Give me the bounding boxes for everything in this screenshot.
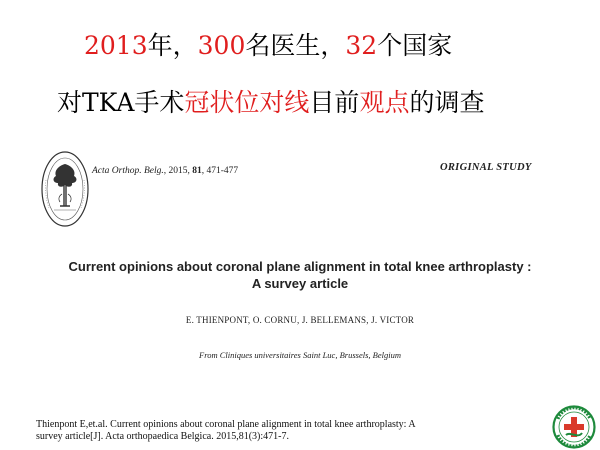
title-segment: 的调查 <box>409 88 485 117</box>
title-segment: 2013 <box>84 31 148 60</box>
title-segment: 300 <box>197 31 246 60</box>
title-segment: 冠状位对线 <box>184 88 310 117</box>
section-label: ORIGINAL STUDY <box>440 162 532 173</box>
journal-volume: 81 <box>192 166 202 176</box>
article-title-line-2: A survey article <box>251 276 349 291</box>
article-affiliation: From Cliniques universitaires Saint Luc, Brussels, Belgium <box>199 350 401 360</box>
journal-name: Acta Orthop. Belg. <box>92 166 164 176</box>
journal-reference <box>92 166 238 176</box>
title-segment: 名医生， <box>245 31 346 60</box>
journal-pages: , 471-477 <box>201 166 239 176</box>
title-segment: 目前 <box>309 88 360 117</box>
journal-year: , 2015, <box>163 166 193 176</box>
citation <box>36 419 536 443</box>
citation-line-2: survey article[J]. Acta orthopaedica Belgica. 2015,81(3):471-7. <box>36 431 289 442</box>
title-segment: 观点 <box>359 88 410 117</box>
slide-title-line-2 <box>57 88 484 118</box>
title-segment: 个国家 <box>377 31 453 60</box>
title-segment: 年， <box>147 31 198 60</box>
hospital-logo-icon <box>552 405 596 449</box>
article-authors: E. THIENPONT, O. CORNU, J. BELLEMANS, J. VICTOR <box>185 315 415 325</box>
slide-title-line-1 <box>84 31 452 61</box>
citation-line-1: Thienpont E,et.al. Current opinions about coronal plane alignment in total knee arthroplasty: A <box>36 419 416 430</box>
article-title-line-1: Current opinions about coronal plane alignment in total knee arthroplasty : <box>68 259 532 274</box>
title-segment: 32 <box>345 31 378 60</box>
title-segment: 对TKA手术 <box>57 88 185 117</box>
journal-seal-icon <box>40 150 90 228</box>
